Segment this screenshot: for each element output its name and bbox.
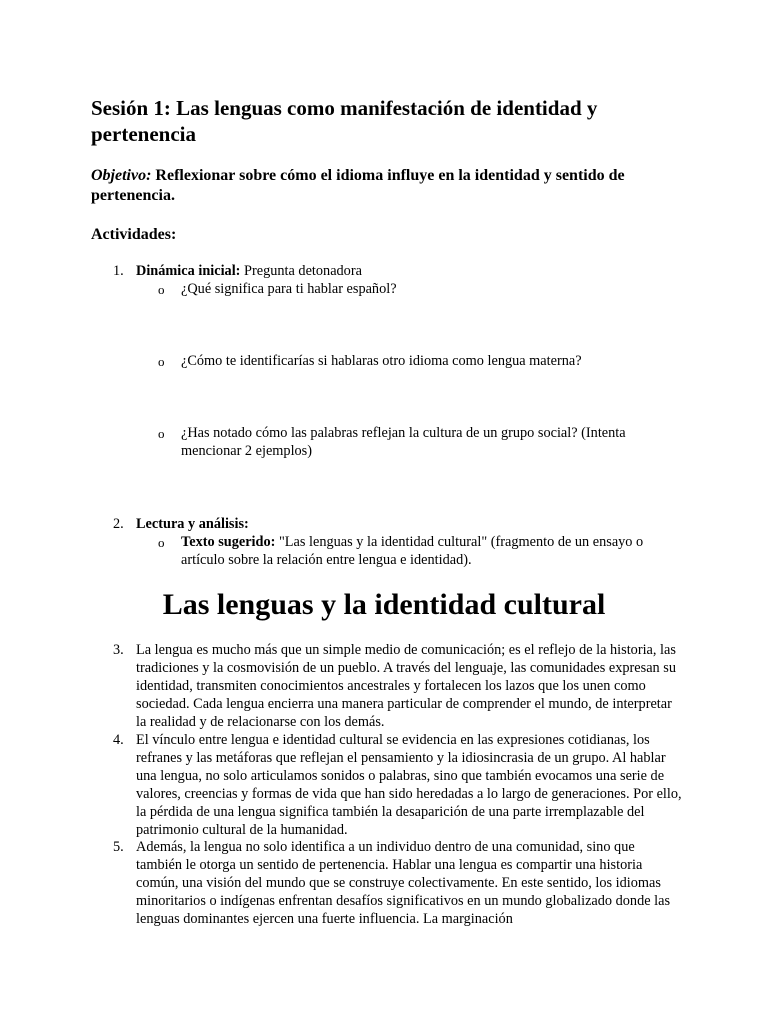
essay-paragraph: Además, la lengua no solo identifica a un individuo dentro de una comunidad, sino que también le otorga un sentido de pertenencia. Hablar una lengua es compartir una historia común, una visión del mundo que se construye colectivamente. En este sentido, los idiomas minoritarios o indígenas enfrentan desafíos significativos en un mundo globalizado donde las lenguas dominantes ejercen una fuerte influencia. La marginación [136,839,671,927]
objective-label: Objetivo: [91,167,152,184]
bullet-marker: o [158,282,165,297]
question-item: ¿Has notado cómo las palabras reflejan la cultura de un grupo social? (Intenta mencionar 2 ejemplos) [181,425,626,459]
question-item: ¿Qué significa para ti hablar español? [181,281,397,297]
activity-item [136,515,681,533]
essay-heading: Las lenguas y la identidad cultural [162,588,606,621]
suggested-text-description: "Las lenguas y la identidad cultural" (fragmento de un ensayo o artículo sobre la relación entre lengua e identidad). [181,534,644,568]
essay-paragraph: La lengua es mucho más que un simple medio de comunicación; es el reflejo de la historia, las tradiciones y la cosmovisión de un pueblo. A través del lenguaje, las comunidades expresan su identidad, transmiten conocimientos ancestrales y fortalecen los lazos que los unen como sociedad. Cada lengua encierra una manera particular de comprender el mundo, de interpretar la realidad y de relacionarse con los demás. [136,642,676,730]
activity-text: Pregunta detonadora [244,263,362,279]
essay-paragraph: El vínculo entre lengua e identidad cultural se evidencia en las expresiones cotidianas, los refranes y las metáforas que reflejan el pensamiento y la idiosincrasia de un grupo. Al hablar una lengua, no solo articulamos sonidos o palabras, sino que también evocamos una serie de valores, creencias y formas de vida que han sido heredadas a lo largo de generaciones. Por ello, la pérdida de una lengua significa también la desaparición de una parte irremplazable del patrimonio cultural de la humanidad. [136,732,682,838]
paragraph-number: 4. [113,732,124,748]
paragraph-number: 3. [113,642,124,658]
paragraph-number: 5. [113,839,124,855]
activity-number: 1. [113,263,124,279]
bullet-marker: o [158,354,165,369]
activity-label: Dinámica inicial: [136,263,241,279]
activity-label: Lectura y análisis: [136,516,249,532]
activity-item [136,262,681,280]
objective [91,166,691,206]
session-title: Sesión 1: Las lenguas como manifestación de identidad y pertenencia [91,96,598,146]
activity-number: 2. [113,516,124,532]
bullet-marker: o [158,535,165,550]
suggested-text-label: Texto sugerido: [181,534,276,550]
suggested-text-item [181,533,681,569]
question-item: ¿Cómo te identificarías si hablaras otro idioma como lengua materna? [181,353,582,369]
objective-text: Reflexionar sobre cómo el idioma influye en la identidad y sentido de pertenencia. [91,167,625,204]
activities-heading: Actividades: [91,226,177,243]
bullet-marker: o [158,426,165,441]
